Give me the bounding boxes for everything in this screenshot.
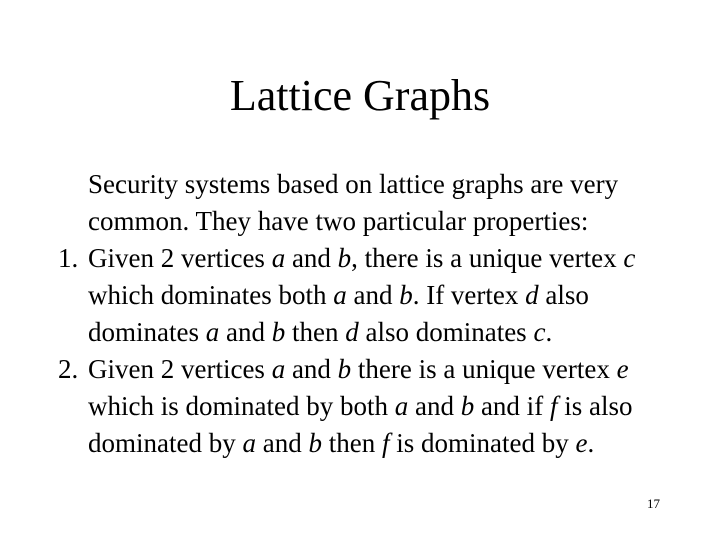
variable-name: a [205,317,220,347]
slide-title: Lattice Graphs [229,71,491,120]
variable-name: a [394,391,409,421]
variable-name: d [525,280,539,310]
slide-body [58,166,698,462]
list-item [58,240,698,351]
list-item-number: 2. [58,354,79,384]
list-item-number: 1. [58,243,79,273]
text-segment: and [219,317,272,347]
text-segment: which dominates both [88,280,334,310]
text-segment: , there is a unique vertex [351,243,624,273]
text-segment: . [545,317,553,347]
variable-name: a [271,243,286,273]
variable-name: b [460,391,475,421]
text-segment: and if [474,391,550,421]
text-segment: which is dominated by both [88,391,395,421]
variable-name: b [308,428,322,458]
variable-name: a [271,354,286,384]
text-segment: is dominated by [389,428,576,458]
text-segment: there is a unique vertex [351,354,617,384]
variable-name: e [575,428,588,458]
text-segment: and [285,243,338,273]
text-segment: Given 2 vertices [88,243,272,273]
intro-paragraph: Security systems based on lattice graphs are very common. They have two particular properties: [88,169,619,236]
list-item [58,351,698,462]
variable-name: b [271,317,286,347]
text-segment: . If vertex [412,280,526,310]
text-segment: and [255,428,309,458]
variable-name: f [381,428,390,458]
text-segment: and [408,391,461,421]
variable-name: a [333,280,347,310]
text-segment: also dominates [88,280,589,347]
variable-name: c [533,317,546,347]
text-segment: and [346,280,400,310]
text-segment: and [285,354,338,384]
variable-name: b [337,243,352,273]
variable-name: c [623,243,636,273]
text-segment: then [285,317,346,347]
text-segment: . [587,428,595,458]
variable-name: d [345,317,359,347]
text-segment: also dominates [358,317,534,347]
list-item-text [88,243,635,347]
text-segment: then [321,428,382,458]
variable-name: a [242,428,256,458]
text-segment: is also dominated by [88,391,633,458]
variable-name: b [337,354,352,384]
list-item-text [88,354,632,458]
variable-name: b [399,280,413,310]
text-segment: Given 2 vertices [88,354,272,384]
variable-name: f [549,391,558,421]
page-number: 17 [647,496,660,511]
variable-name: e [616,354,629,384]
